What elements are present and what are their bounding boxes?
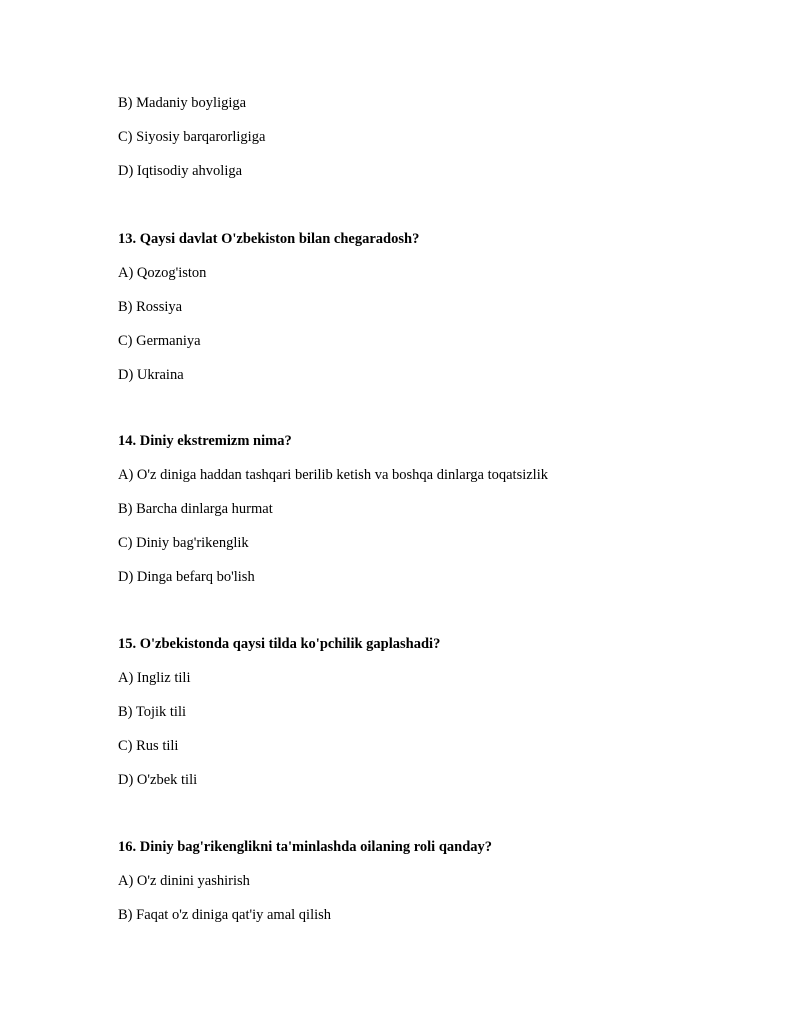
question-14-option-d: D) Dinga befarq bo'lish bbox=[118, 569, 255, 585]
question-14-title: 14. Diniy ekstremizm nima? bbox=[118, 433, 292, 449]
question-15-option-b: B) Tojik tili bbox=[118, 704, 187, 720]
question-15-option-d: D) O'zbek tili bbox=[118, 772, 198, 788]
question-13-option-b: B) Rossiya bbox=[118, 299, 183, 315]
question-16-option-b: B) Faqat o'z diniga qat'iy amal qilish bbox=[118, 907, 332, 923]
question-15-option-c: C) Rus tili bbox=[118, 738, 179, 754]
question-13-option-a: A) Qozog'iston bbox=[118, 265, 207, 281]
question-13-title: 13. Qaysi davlat O'zbekiston bilan chegaradosh? bbox=[118, 231, 420, 247]
option-d-prev: D) Iqtisodiy ahvoliga bbox=[118, 163, 243, 179]
option-b-prev: B) Madaniy boyligiga bbox=[118, 95, 247, 111]
question-13-option-c: C) Germaniya bbox=[118, 333, 201, 349]
question-14-option-c: C) Diniy bag'rikenglik bbox=[118, 535, 249, 551]
question-15-title: 15. O'zbekistonda qaysi tilda ko'pchilik gaplashadi? bbox=[118, 636, 441, 652]
question-16-option-a: A) O'z dinini yashirish bbox=[118, 873, 250, 889]
question-14-option-b: B) Barcha dinlarga hurmat bbox=[118, 501, 273, 517]
question-13-option-d: D) Ukraina bbox=[118, 367, 184, 383]
option-c-prev: C) Siyosiy barqarorligiga bbox=[118, 129, 266, 145]
question-14-option-a: A) O'z diniga haddan tashqari berilib ketish va boshqa dinlarga toqatsizlik bbox=[118, 467, 548, 483]
question-15-option-a: A) Ingliz tili bbox=[118, 670, 191, 686]
question-16-title: 16. Diniy bag'rikenglikni ta'minlashda oilaning roli qanday? bbox=[118, 839, 493, 855]
